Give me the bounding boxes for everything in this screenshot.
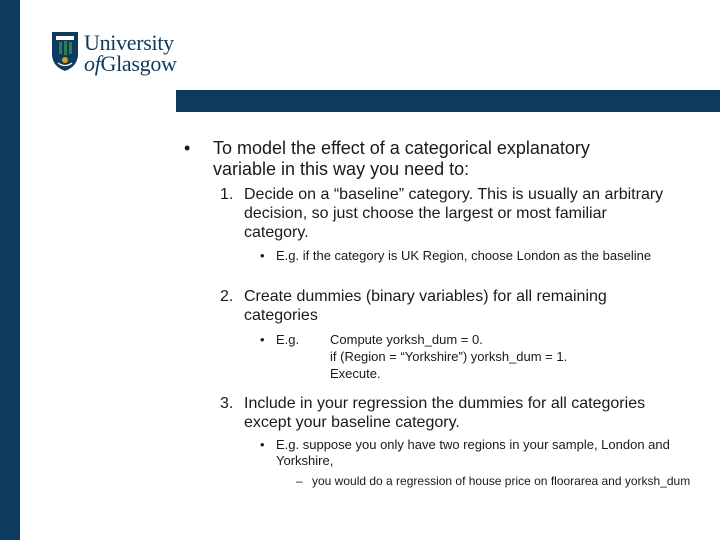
step1-number: 1. — [220, 186, 234, 203]
step2-example-label: E.g. — [276, 332, 300, 347]
bullet-marker: • — [184, 138, 191, 158]
step3-sub-marker: • — [260, 437, 265, 452]
syntax-line-1: Compute yorksh_dum = 0. — [330, 332, 483, 347]
step3-detail: you would do a regression of house price on floorarea and yorksh_dum — [312, 474, 691, 488]
step3-text: Include in your regression the dummies for all categories except your baseline category. — [244, 395, 646, 431]
main-bullet-text: To model the effect of a categorical explanatory variable in this way you need to: — [213, 138, 590, 179]
syntax-line-2: if (Region = “Yorkshire”) yorksh_dum = 1. — [330, 349, 568, 364]
wordmark-name: Glasgow — [100, 51, 177, 76]
step1-sub-marker: • — [260, 248, 265, 263]
wordmark-of: of — [84, 51, 101, 76]
step2-sub-marker: • — [260, 332, 265, 347]
syntax-line-3: Execute. — [330, 366, 381, 381]
syntax-code-block — [330, 331, 660, 382]
step2-text: Create dummies (binary variables) for all remaining categories — [244, 288, 607, 324]
step1-text: Decide on a “baseline” category. This is usually an arbitrary decision, so just choose the largest or most familiar category. — [244, 186, 664, 241]
step3-subsub-marker: – — [296, 474, 303, 488]
wordmark-university: University — [84, 30, 174, 55]
step2-number: 2. — [220, 288, 234, 305]
step1-example: E.g. if the category is UK Region, choose London as the baseline — [276, 248, 652, 263]
step3-example: E.g. suppose you only have two regions in your sample, London and Yorkshire, — [276, 437, 670, 468]
step3-number: 3. — [220, 395, 234, 412]
